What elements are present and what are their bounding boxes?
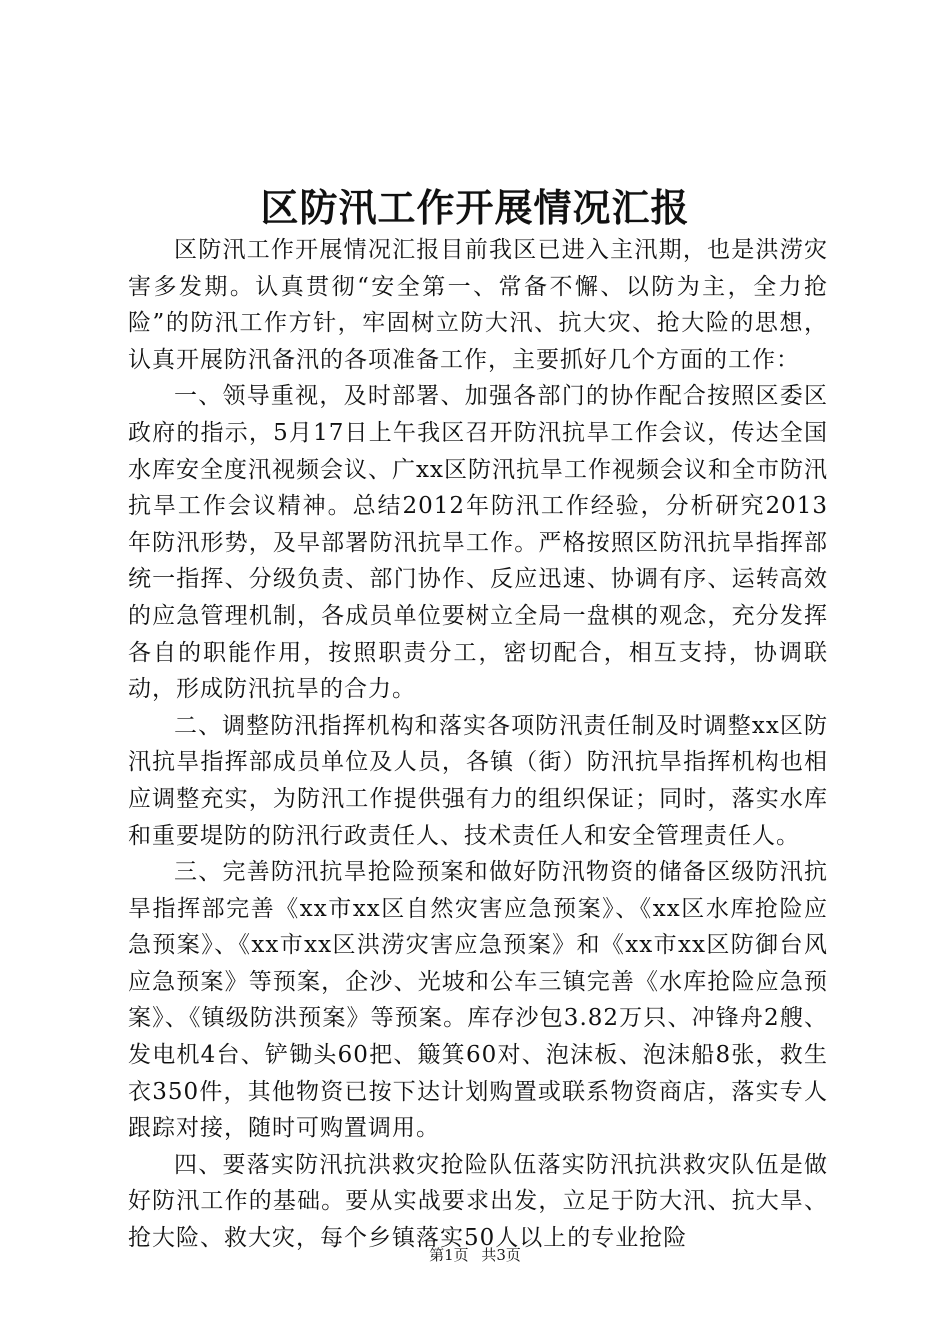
paragraph-section-4: 四、要落实防汛抗洪救灾抢险队伍落实防汛抗洪救灾队伍是做好防汛工作的基础。要从实战要求出发，立足于防大汛、抗大旱、抢大险、救大灾，每个乡镇落实50人以上的专业抢险 xyxy=(128,1151,828,1252)
paragraph-section-2: 二、调整防汛指挥机构和落实各项防汛责任制及时调整xx区防汛抗旱指挥部成员单位及人员，各镇（街）防汛抗旱指挥机构也相应调整充实，为防汛工作提供强有力的组织保证；同时，落实水库和重要堤防的防汛行政责任人、技术责任人和安全管理责任人。 xyxy=(128,712,828,849)
document-body xyxy=(128,232,828,1257)
paragraph-section-1: 一、领导重视，及时部署、加强各部门的协作配合按照区委区政府的指示，5月17日上午我区召开防汛抗旱工作会议，传达全国水库安全度汛视频会议、广xx区防汛抗旱工作视频会议和全市防汛抗旱工作会议精神。总结2012年防汛工作经验，分析研究2013年防汛形势，及早部署防汛抗旱工作。严格按照区防汛抗旱指挥部统一指挥、分级负责、部门协作、反应迅速、协调有序、运转高效的应急管理机制，各成员单位要树立全局一盘棋的观念，充分发挥各自的职能作用，按照职责分工，密切配合，相互支持，协调联动，形成防汛抗旱的合力。 xyxy=(128,383,828,703)
paragraph-section-3: 三、完善防汛抗旱抢险预案和做好防汛物资的储备区级防汛抗旱指挥部完善《xx市xx区自然灾害应急预案》、《xx区水库抢险应急预案》、《xx市xx区洪涝灾害应急预案》和《xx市xx区防御台风应急预案》等预案，企沙、光坡和公车三镇完善《水库抢险应急预案》、《镇级防洪预案》等预案。库存沙包3.82万只、冲锋舟2艘、发电机4台、铲锄头60把、簸箕60对、泡沫板、泡沫船8张，救生衣350件，其他物资已按下达计划购置或联系物资商店，落实专人跟踪对接，随时可购置调用。 xyxy=(128,859,828,1142)
page-number: 第1页 xyxy=(429,1246,469,1264)
page-footer xyxy=(0,1243,950,1267)
page-total: 共3页 xyxy=(481,1246,521,1264)
document-title: 区防汛工作开展情况汇报 xyxy=(260,185,690,230)
paragraph-intro: 区防汛工作开展情况汇报目前我区已进入主汛期，也是洪涝灾害多发期。认真贯彻“安全第一、常备不懈、以防为主，全力抢险”的防汛工作方针，牢固树立防大汛、抗大灾、抢大险的思想，认真开展防汛备汛的各项准备工作，主要抓好几个方面的工作： xyxy=(128,237,828,373)
